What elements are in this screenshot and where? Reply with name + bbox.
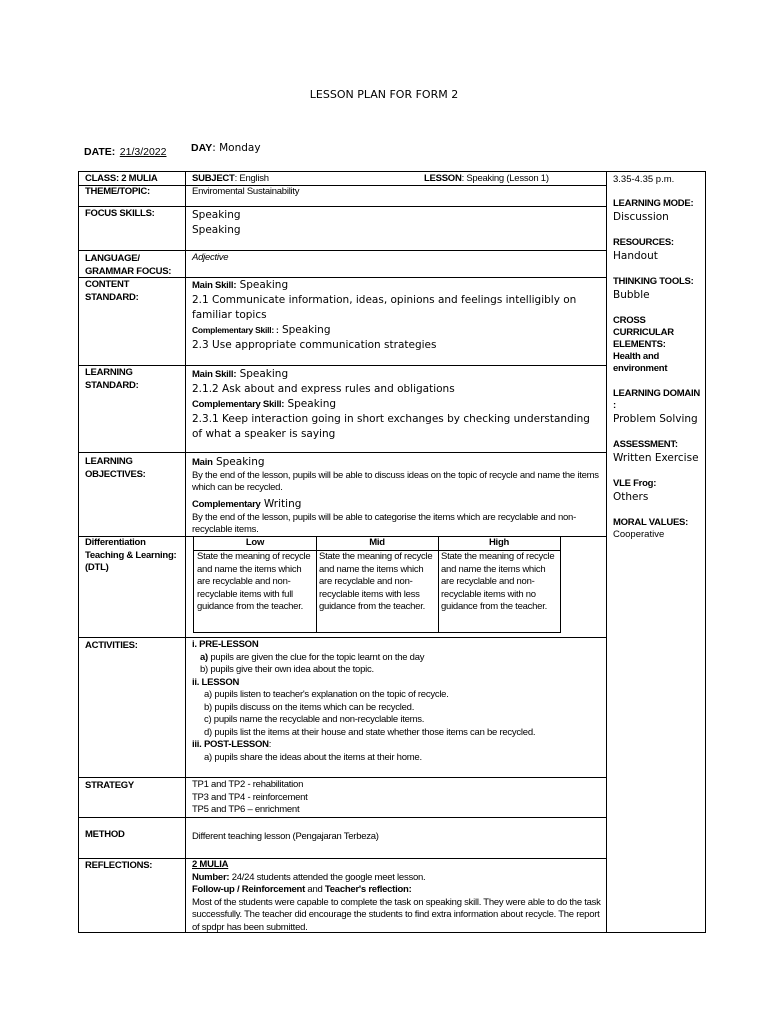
focus-skill-item: Speaking [192,209,241,221]
assessment-label: ASSESSMENT: [613,439,678,450]
language-focus-label [85,253,181,278]
resources-value: Handout [613,250,658,262]
lesson-details-sidebar [613,174,705,554]
activity-item: a) pupils share the ideas about the items at their home. [204,751,422,763]
vle-frog-label: VLE Frog: [613,478,657,489]
learning-objectives-body [192,455,602,537]
column-divider [185,172,186,932]
theme-value: Enviromental Sustainability [192,186,300,197]
dtl-label [85,537,181,575]
row-divider [79,206,606,207]
followup-and: and [305,884,325,895]
focus-skill-item: Speaking [192,224,241,236]
complementary-skill-label: Complementary Skill: [192,399,285,410]
main-skill-label: Main Skill: [192,369,237,380]
activity-item: d) pupils list the items at their house and state whether those items can be recycled. [204,726,536,738]
dtl-column-head: Low [194,537,316,551]
lesson-heading: ii. LESSON [192,676,240,688]
dtl-label-line: (DTL) [85,562,109,573]
learning-objectives-label-line: OBJECTIVES: [85,468,146,480]
resources [613,237,705,263]
number-value: 24/24 students attended the google meet lesson. [229,871,426,883]
day-value: : Monday [212,142,261,154]
content-standard-label [85,279,181,304]
content-standard-comp-detail: 2.3 Use appropriate communication strategies [192,339,437,351]
learning-mode [613,198,705,224]
dtl-levels-table [193,536,561,633]
language-focus-label-line: GRAMMAR FOCUS: [85,265,172,277]
lesson-plan-table [78,171,706,933]
class-label: CLASS: 2 MULIA [85,173,158,184]
dtl-column-head: Mid [316,537,438,551]
lesson-value: : Speaking (Lesson 1) [461,173,549,184]
strategy-label: STRATEGY [85,780,135,791]
focus-skills-label: FOCUS SKILLS: [85,208,155,219]
activities-body [192,639,604,764]
reflection-class: 2 MULIA [192,859,229,870]
thinking-tools [613,276,705,302]
row-divider [79,365,606,366]
row-divider [79,250,606,251]
focus-skills-values [192,208,604,238]
assessment [613,439,705,465]
lesson-label: LESSON [424,173,462,184]
content-standard-label-line: STANDARD: [85,291,139,303]
vle-frog-value: Others [613,491,649,503]
vle-frog [613,478,705,504]
row-divider [79,637,606,638]
method-value: Different teaching lesson (Pengajaran Terbeza) [192,831,379,842]
cross-curricular [613,315,705,375]
main-skill-value: Speaking [236,368,289,380]
complementary-objective-text: By the end of the lesson, pupils will be able to categorise the items which are recyclable and non-recyclable items. [192,511,576,535]
complementary-value: Writing [260,497,302,510]
strategy-line: TP3 and TP4 - reinforcement [192,791,308,803]
post-lesson-heading: iii. POST-LESSON [192,739,269,750]
learning-standard-label-line: LEARNING [85,367,133,378]
dtl-column-text: State the meaning of recycle and name the items which are recyclable and non-recyclable items with less guidance from the teacher. [319,551,433,612]
dtl-label-line: Teaching & Learning: [85,549,177,561]
main-value: Speaking [212,456,265,468]
thinking-tools-value: Bubble [613,289,650,301]
moral-values-value: Cooperative [613,529,665,540]
followup-label: Follow-up / Reinforcement [192,884,306,895]
strategy-body [192,779,604,817]
subject-label: SUBJECT [192,173,235,184]
main-skill-value: Speaking [236,279,289,291]
pre-lesson-heading: i. PRE-LESSON [192,639,259,650]
reflection-followup-row [192,884,604,897]
reflections-label: REFLECTIONS: [85,860,153,871]
learning-mode-value: Discussion [613,211,669,223]
day-label: DAY [191,142,213,154]
cross-curricular-label: CROSS CURRICULAR ELEMENTS: [613,315,674,350]
main-label: Main [192,457,213,468]
complementary-skill-value: Speaking [278,324,331,336]
strategy-line: TP5 and TP6 – enrichment [192,804,300,815]
learning-mode-label: LEARNING MODE: [613,198,694,209]
date-label: DATE: [84,146,116,158]
method-label: METHOD [85,829,125,840]
row-divider [79,817,606,818]
dtl-column-low [194,537,317,632]
day-field [191,142,261,154]
date-day-row [84,142,484,158]
learning-objectives-label [85,456,181,481]
learning-objectives-label-line: LEARNING [85,456,133,467]
dtl-column-mid [316,537,439,632]
reflection-number-row [192,872,604,885]
dtl-column-high [438,537,560,632]
dtl-column-text: State the meaning of recycle and name the items which are recyclable and non-recyclable items with no guidance from the teacher. [441,551,555,612]
activity-item: b) pupils give their own idea about the topic. [200,664,374,675]
date-value: 21/3/2022 [119,146,167,158]
activity-text: pupils are given the clue for the topic learnt on the day [207,651,425,663]
main-objective-text: By the end of the lesson, pupils will be able to discuss ideas on the topic of recycle and name the items which can be recycled. [192,469,599,493]
dtl-label-line: Differentiation [85,537,146,548]
cross-curricular-value: Health and environment [613,351,668,374]
thinking-tools-label: THINKING TOOLS: [613,276,694,287]
main-skill-label: Main Skill: [192,280,237,291]
row-divider [79,777,606,778]
dtl-column-head: High [438,537,560,551]
post-lesson-heading-row [192,739,604,752]
moral-values-label: MORAL VALUES: [613,517,689,528]
language-focus-value: Adjective [192,252,229,263]
activity-item: c) pupils name the recyclable and non-recyclable items. [204,714,425,725]
reflection-text: Most of the students were capable to complete the task on speaking skill. They were able to do the task successfully. The teacher did encourage the students to find extra information about recycle. The report of spdpr has been submitted. [192,896,601,933]
assessment-value: Written Exercise [613,452,699,464]
activity-item: b) pupils discuss on the items which can be recycled. [204,701,415,713]
number-label: Number: [192,871,230,883]
language-focus-label-line: LANGUAGE/ [85,253,140,264]
resources-label: RESOURCES: [613,237,674,248]
learning-standard-comp-detail: 2.3.1 Keep interaction going in short exchanges by checking understanding of what a speaker is saying [192,413,590,440]
post-lesson-colon: : [268,739,272,750]
activity-item: a) pupils listen to teacher's explanation on the topic of recycle. [204,689,449,700]
activities-label: ACTIVITIES: [85,640,138,651]
learning-standard-body [192,367,602,442]
learning-standard-label [85,367,181,392]
learning-standard-label-line: STANDARD: [85,379,139,391]
dtl-column-text: State the meaning of recycle and name the items which are recyclable and non-recyclable items with full guidance from the teacher. [197,551,311,612]
theme-label: THEME/TOPIC: [85,186,150,197]
activity-marker: a) [200,651,208,663]
learning-domain-value: Problem Solving [613,413,698,425]
strategy-line: TP1 and TP2 - rehabilitation [192,779,304,790]
lesson-time: 3.35-4.35 p.m. [613,174,675,185]
moral-values [613,517,705,541]
learning-domain-label: LEARNING DOMAIN : [613,388,701,411]
activity-item [192,652,604,665]
content-standard-body [192,278,602,353]
content-standard-label-line: CONTENT [85,279,130,290]
subject-value: : English [234,173,269,184]
column-divider [606,172,607,932]
teacher-reflection-label: Teacher's reflection: [324,884,412,895]
lesson-field [424,173,604,186]
reflections-body [192,859,604,934]
learning-standard-main-detail: 2.1.2 Ask about and express rules and obligations [192,383,455,395]
content-standard-main-detail: 2.1 Communicate information, ideas, opinions and feelings intelligibly on familiar topics [192,294,577,321]
complementary-skill-label: Complementary Skill: : [192,325,279,335]
learning-domain [613,388,705,426]
complementary-skill-value: Speaking [284,398,337,410]
page-title: LESSON PLAN FOR FORM 2 [309,88,459,101]
complementary-label: Complementary [192,498,261,510]
row-divider [79,452,606,453]
